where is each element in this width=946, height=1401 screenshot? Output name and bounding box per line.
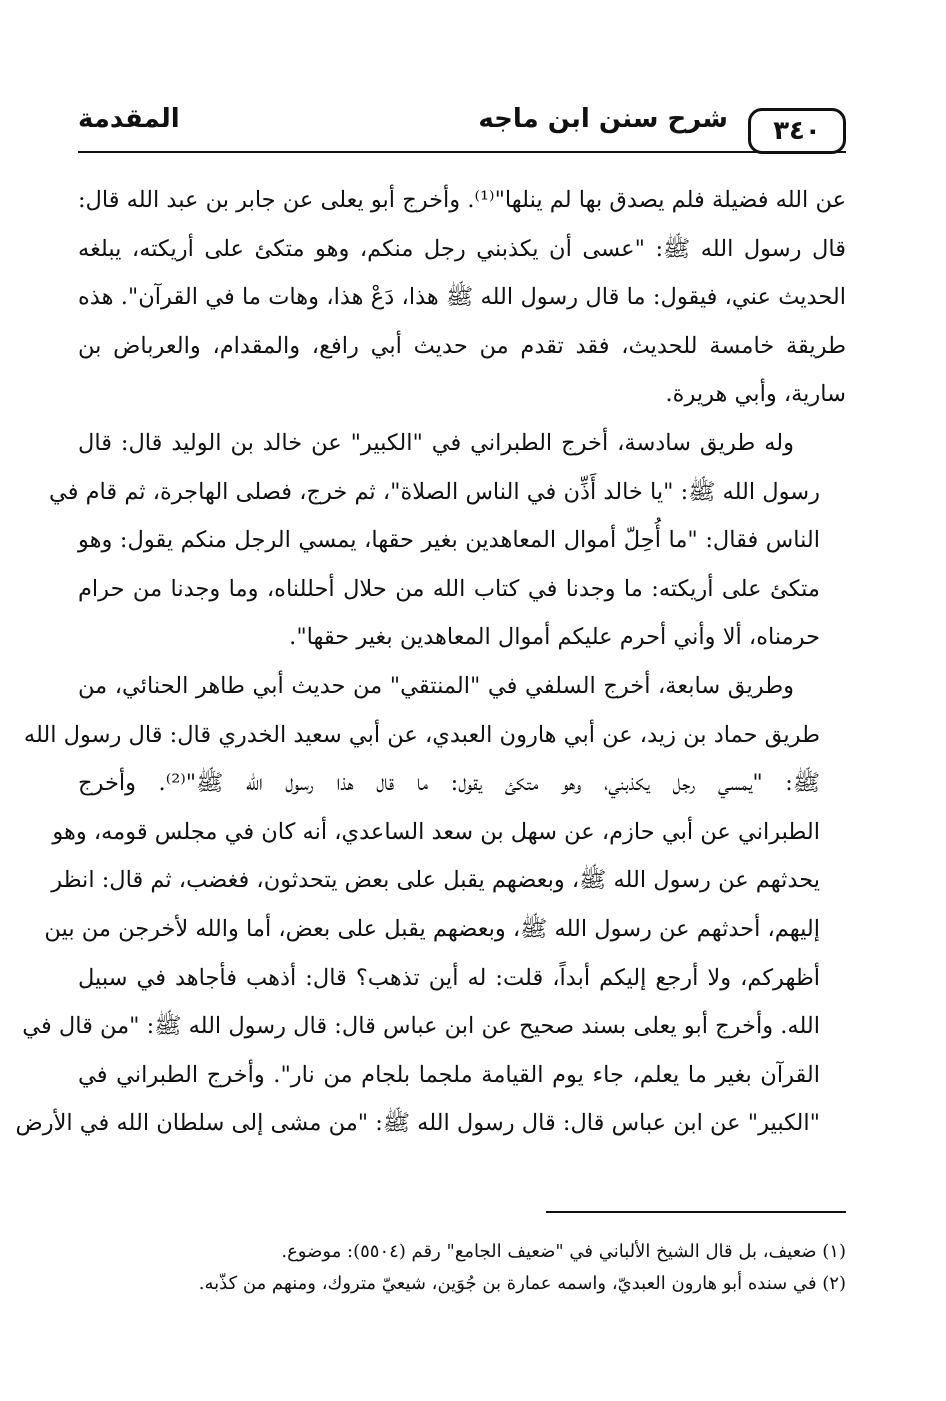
text-line: وطريق سابعة، أخرج السلفي في "المنتقي" من حديث أبي طاهر الحنائي، من bbox=[78, 672, 794, 699]
text-line: سارية، وأبي هريرة. bbox=[665, 381, 846, 408]
text-line: حرمناه، ألا وأني أحرم عليكم أموال المعاهدين بغير حقها". bbox=[289, 624, 820, 651]
text-line: متكئ على أريكته: ما وجدنا في كتاب الله من حلال أحللناه، وما وجدنا من حرام bbox=[78, 575, 820, 602]
text-line: رسول الله ﷺ: "يا خالد أَذِّن في الناس الصلاة"، ثم خرج، فصلى الهاجرة، ثم قام في bbox=[48, 478, 820, 505]
text-line: إليهم، أحدثهم عن رسول الله ﷺ، وبعضهم يقبل على بعض، أما والله لأخرجن من بين bbox=[44, 915, 820, 942]
paragraph bbox=[15, 662, 846, 1148]
header-divider bbox=[78, 151, 846, 153]
footnotes bbox=[78, 1236, 846, 1300]
page-number-badge bbox=[748, 108, 846, 154]
text-line: "الكبير" عن ابن عباس قال: قال رسول الله ﷺ: "من مشى إلى سلطان الله في الأرض bbox=[15, 1110, 820, 1137]
paragraph bbox=[78, 176, 846, 419]
text-line: عن الله فضيلة فلم يصدق بها لم ينلها"⁽¹⁾. وأخرج أبو يعلى عن جابر بن عبد الله قال: bbox=[77, 187, 846, 213]
footnote: (٢) في سنده أبو هارون العبديّ، واسمه عمارة بن جُوَين، شيعيّ متروك، ومنهم من كذّبه. bbox=[198, 1273, 846, 1294]
text-line: قال رسول الله ﷺ: "عسى أن يكذبني رجل منكم، وهو متكئ على أريكته، يبلغه bbox=[78, 235, 846, 262]
main-text bbox=[15, 176, 846, 1148]
text-line: القرآن بغير ما يعلم، جاء يوم القيامة ملجما بلجام من نار". وأخرج الطبراني في bbox=[78, 1061, 820, 1088]
footnote-divider bbox=[546, 1211, 846, 1213]
book-title: شرح سنن ابن ماجه bbox=[478, 104, 728, 134]
section-title: المقدمة bbox=[78, 104, 180, 134]
text-line: ﷺ: "يمسي رجل يكذبني، وهو متكئ يقول: ما قال هذا رسول الله ﷺ"⁽²⁾. وأخرج bbox=[78, 770, 821, 797]
paragraph bbox=[48, 419, 846, 662]
text-line: الحديث عني، فيقول: ما قال رسول الله ﷺ هذا، دَعْ هذا، وهات ما في القرآن". هذه bbox=[78, 284, 846, 311]
text-line: الطبراني عن أبي حازم، عن سهل بن سعد الساعدي، أنه كان في مجلس قومه، وهو bbox=[52, 818, 820, 845]
text-line: وله طريق سادسة، أخرج الطبراني في "الكبير" عن خالد بن الوليد قال: قال bbox=[78, 429, 794, 456]
text-line: أظهركم، ولا أرجع إليكم أبداً، قلت: له أين تذهب؟ قال: أذهب فأجاهد في سبيل bbox=[78, 964, 820, 991]
text-line: الناس فقال: "ما أُحِلّ أموال المعاهدين بغير حقها، يمسي الرجل منكم يقول: وهو bbox=[78, 527, 820, 554]
page-header bbox=[78, 86, 846, 146]
page-number: ٣٤٠ bbox=[773, 116, 821, 146]
text-line: طريق حماد بن زيد، عن أبي هارون العبدي، عن أبي سعيد الخدري قال: قال رسول الله bbox=[23, 721, 820, 748]
text-line: الله. وأخرج أبو يعلى بسند صحيح عن ابن عباس قال: قال رسول الله ﷺ: "من قال في bbox=[22, 1013, 820, 1040]
text-line: طريقة خامسة للحديث، فقد تقدم من حديث أبي رافع، والمقدام، والعرباض بن bbox=[78, 332, 846, 359]
footnote: (١) ضعيف، بل قال الشيخ الألباني في "ضعيف الجامع" رقم (٥٥٠٤): موضوع. bbox=[281, 1241, 846, 1262]
text-line: يحدثهم عن رسول الله ﷺ، وبعضهم يقبل على بعض يتحدثون، فغضب، ثم قال: انظر bbox=[51, 867, 820, 894]
